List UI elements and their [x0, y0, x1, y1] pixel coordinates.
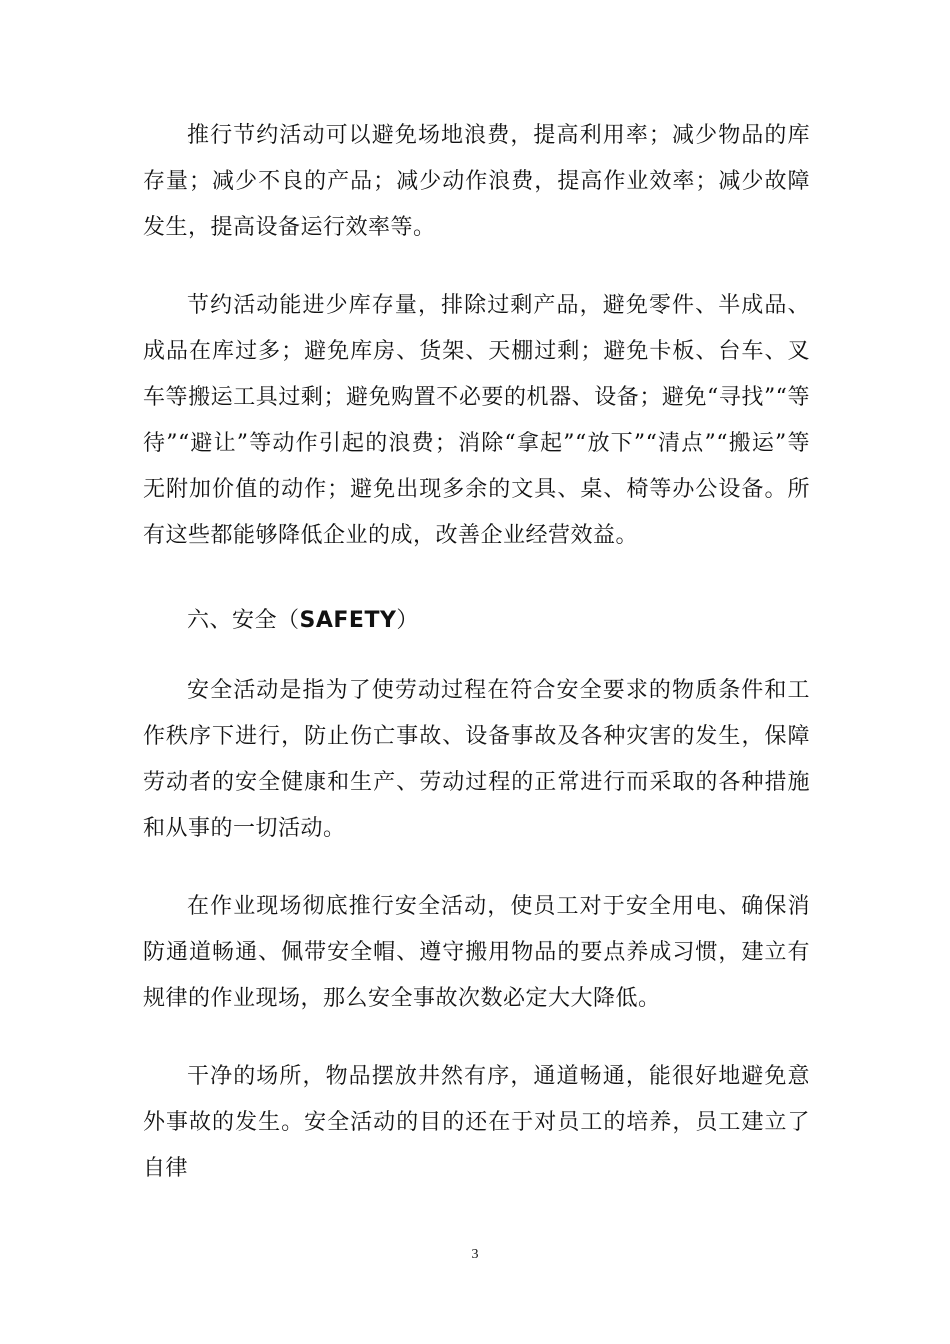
paragraph-safety-practice: 在作业现场彻底推行安全活动，使员工对于安全用电、确保消防通道畅通、佩带安全帽、遵守搬用物品的要点养成习惯，建立有规律的作业现场，那么安全事故次数必定大大降低。: [143, 894, 810, 1011]
paragraph-safety-definition: 安全活动是指为了使劳动过程在符合安全要求的物质条件和工作秩序下进行，防止伤亡事故、设备事故及各种灾害的发生，保障劳动者的安全健康和生产、劳动过程的正常进行而采取的各种措施和从事的一切活动。: [143, 678, 810, 841]
paragraph-clean-workplace: 干净的场所，物品摆放井然有序，通道畅通，能很好地避免意外事故的发生。安全活动的目的还在于对员工的培养，员工建立了自律: [143, 1064, 810, 1181]
heading-suffix: ）: [396, 608, 419, 633]
section-heading-safety: [143, 598, 810, 644]
heading-english: SAFETY: [299, 608, 397, 633]
heading-prefix: 六、安全（: [187, 608, 300, 633]
paragraph-saving-activities: 节约活动能进少库存量，排除过剩产品，避免零件、半成品、成品在库过多；避免库房、货架、天棚过剩；避免卡板、台车、叉车等搬运工具过剩；避免购置不必要的机器、设备；避免“寻找”“等待”“避让”等动作引起的浪费；消除“拿起”“放下”“清点”“搬运”等无附加价值的动作；避免出现多余的文具、桌、椅等办公设备。所有这些都能够降低企业的成，改善企业经营效益。: [143, 293, 810, 548]
page-number: 3: [471, 1247, 479, 1262]
paragraph-saving-benefits: 推行节约活动可以避免场地浪费，提高利用率；减少物品的库存量；减少不良的产品；减少动作浪费，提高作业效率；减少故障发生，提高设备运行效率等。: [143, 123, 810, 240]
